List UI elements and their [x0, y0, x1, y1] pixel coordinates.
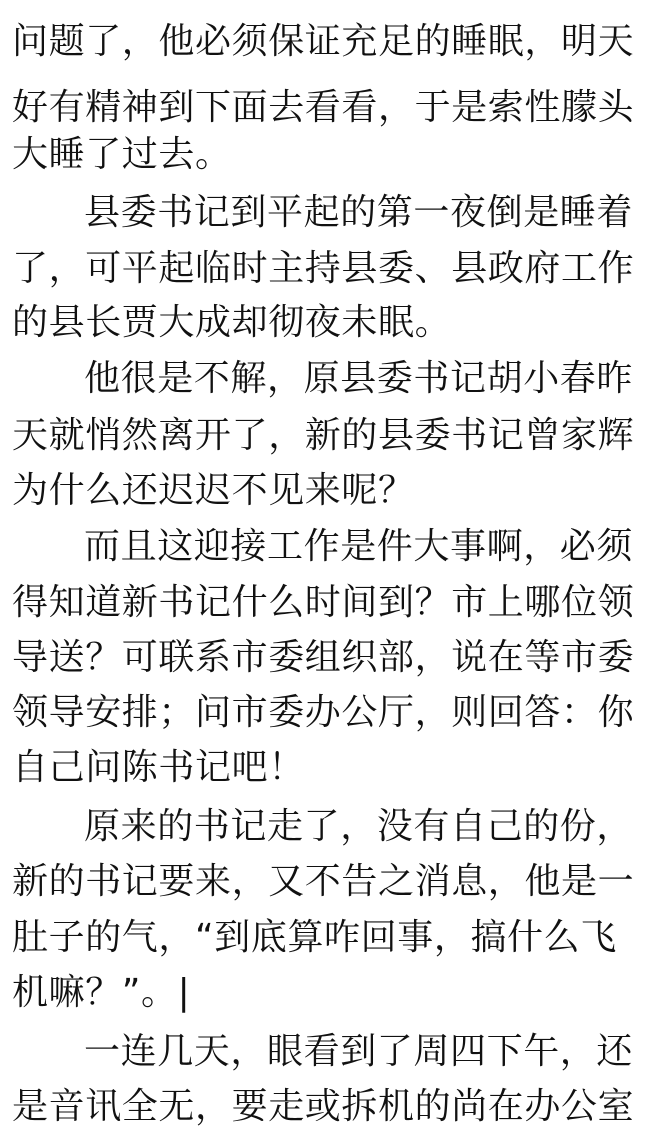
text-line: 他很是不解，原县委书记胡小春昨	[84, 358, 634, 399]
text-line: 为什么还迟迟不见来呢？	[12, 470, 415, 511]
text-line: 一连几天，眼看到了周四下午，还	[84, 1031, 634, 1072]
text-line: 机嘛？”。|	[12, 972, 191, 1013]
text-line: 天就悄然离开了，新的县委书记曾家辉	[12, 415, 635, 456]
text-line: 导送？可联系市委组织部，说在等市委	[12, 637, 635, 678]
text-line: 是音讯全无，要走或拆机的尚在办公室	[12, 1086, 635, 1127]
text-line: 领导安排；问市委办公厅，则回答：你	[12, 692, 635, 733]
text-line: 而且这迎接工作是件大事啊，必须	[84, 526, 634, 567]
text-line: 了，可平起临时主持县委、县政府工作	[12, 248, 635, 289]
text-line: 县委书记到平起的第一夜倒是睡着	[84, 192, 634, 233]
text-line: 自己问陈书记吧！	[12, 747, 305, 788]
text-line: 好有精神到下面去看看，于是索性朦头	[12, 87, 635, 128]
text-line: 原来的书记走了，没有自己的份，	[84, 806, 634, 847]
text-line: 大睡了过去。	[12, 134, 232, 175]
text-line: 肚子的气，“到底算咋回事，搞什么飞	[12, 917, 617, 958]
text-line: 的县长贾大成却彻夜未眠。	[12, 302, 452, 343]
text-line: 得知道新书记什么时间到？市上哪位领	[12, 582, 635, 623]
text-line: 问题了，他必须保证充足的睡眠，明天	[12, 21, 635, 62]
text-line: 新的书记要来，又不告之消息，他是一	[12, 861, 635, 902]
